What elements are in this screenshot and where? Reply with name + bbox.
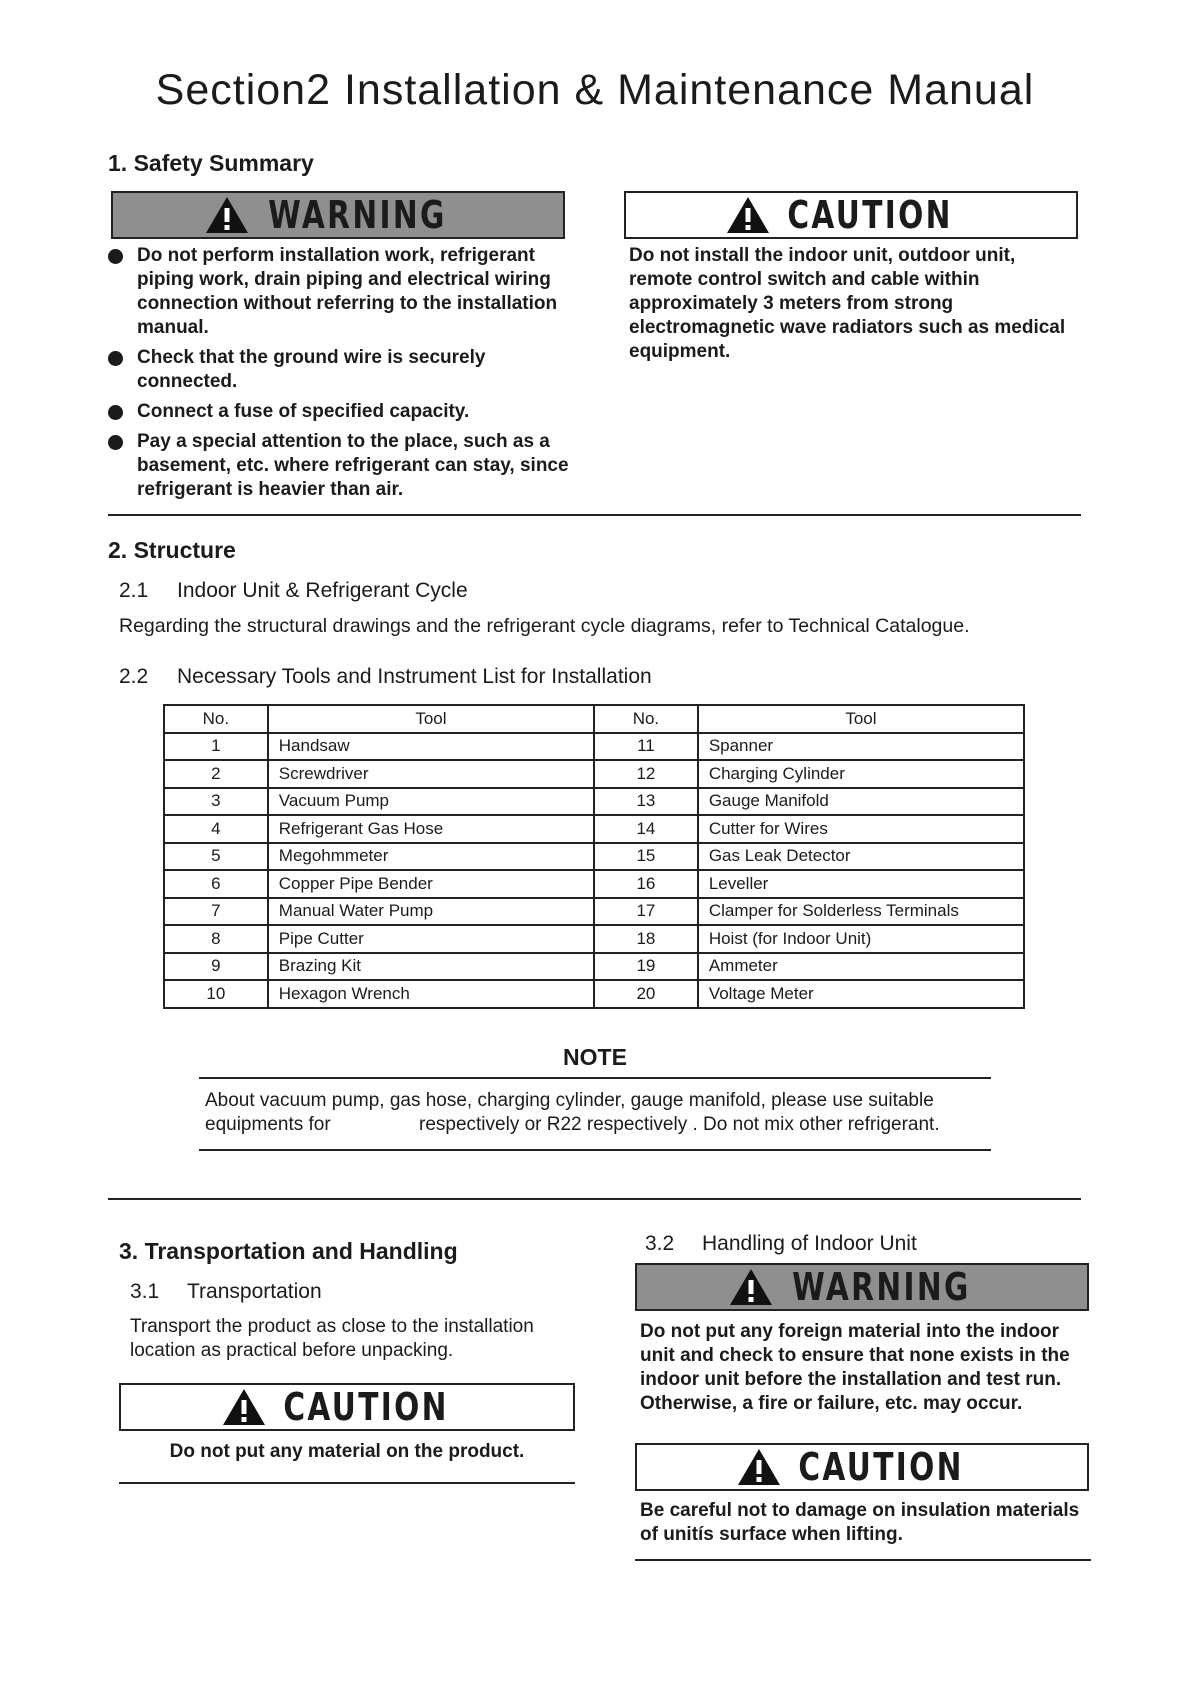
tool-number: 8	[164, 925, 268, 953]
tool-number: 1	[164, 733, 268, 761]
warning-banner	[635, 1263, 1089, 1311]
tool-number: 12	[594, 760, 698, 788]
bullet-icon	[108, 351, 123, 366]
tool-number: 6	[164, 870, 268, 898]
caution-banner	[119, 1383, 575, 1431]
tool-name: Leveller	[698, 870, 1024, 898]
warning-list	[108, 244, 573, 508]
tool-name: Charging Cylinder	[698, 760, 1024, 788]
tool-name: Brazing Kit	[268, 953, 594, 981]
caution-text: Be careful not to damage on insulation materials of unitís surface when lifting.	[640, 1500, 1080, 1545]
tool-number: 19	[594, 953, 698, 981]
tool-number: 7	[164, 898, 268, 926]
page-title: Section2 Installation & Maintenance Manual	[155, 66, 1035, 114]
column-header: No.	[594, 705, 698, 733]
subsection-title: Transportation	[187, 1280, 322, 1303]
note-top-rule	[199, 1077, 991, 1079]
subsection-title: Handling of Indoor Unit	[702, 1232, 917, 1255]
warning-item: Do not perform installation work, refrigerant piping work, drain piping and electrical wiring connection without referring to the installation manual.	[108, 244, 573, 340]
tool-number: 15	[594, 843, 698, 871]
tools-table	[163, 704, 1025, 1009]
tool-number: 16	[594, 870, 698, 898]
note-line: respectively or R22 respectively . Do not mix other refrigerant.	[419, 1114, 940, 1135]
warning-label: WARNING	[791, 1265, 971, 1309]
section-1-heading: 1. Safety Summary	[108, 150, 314, 176]
tool-number: 9	[164, 953, 268, 981]
tool-name: Gas Leak Detector	[698, 843, 1024, 871]
warning-triangle-icon	[205, 196, 249, 234]
caution-label: CAUTION	[798, 1445, 964, 1489]
bullet-icon	[108, 435, 123, 450]
tool-number: 17	[594, 898, 698, 926]
note-line: equipments for	[205, 1114, 331, 1135]
tool-name: Hoist (for Indoor Unit)	[698, 925, 1024, 953]
warning-item: Pay a special attention to the place, such as a basement, etc. where refrigerant can stay, since refrigerant is heavier than air.	[108, 430, 573, 502]
divider	[119, 1482, 575, 1484]
warning-triangle-icon	[729, 1268, 773, 1306]
tool-number: 11	[594, 733, 698, 761]
table-row	[164, 760, 1024, 788]
column-header: Tool	[268, 705, 594, 733]
section-2-heading: 2. Structure	[108, 537, 236, 563]
tool-number: 2	[164, 760, 268, 788]
caution-text: Do not put any material on the product.	[169, 1441, 525, 1462]
warning-text: Do not put any foreign material into the indoor unit and check to ensure that none exists in the indoor unit before the installation and test run. Otherwise, a fire or failure, etc. may occur.	[640, 1321, 1070, 1414]
subsection-title: Necessary Tools and Instrument List for Installation	[177, 665, 652, 688]
note-line: About vacuum pump, gas hose, charging cylinder, gauge manifold, please use suitable	[205, 1090, 934, 1111]
table-header-row	[164, 705, 1024, 733]
caution-label: CAUTION	[787, 193, 953, 237]
table-row	[164, 898, 1024, 926]
tool-name: Voltage Meter	[698, 980, 1024, 1008]
note-title: NOTE	[563, 1044, 627, 1070]
subsection-number: 3.1	[130, 1280, 160, 1303]
tool-number: 18	[594, 925, 698, 953]
table-row	[164, 733, 1024, 761]
divider	[108, 1198, 1081, 1200]
section-3-heading: 3. Transportation and Handling	[119, 1238, 458, 1264]
subsection-title: Indoor Unit & Refrigerant Cycle	[177, 579, 468, 602]
bullet-icon	[108, 405, 123, 420]
column-header: No.	[164, 705, 268, 733]
tool-name: Refrigerant Gas Hose	[268, 815, 594, 843]
tool-name: Ammeter	[698, 953, 1024, 981]
subsection-number: 2.2	[119, 665, 149, 688]
caution-label: CAUTION	[283, 1385, 449, 1429]
divider	[108, 514, 1081, 516]
tool-number: 13	[594, 788, 698, 816]
bullet-icon	[108, 249, 123, 264]
transport-text: Transport the product as close to the installation location as practical before unpacking.	[130, 1316, 534, 1361]
tool-name: Gauge Manifold	[698, 788, 1024, 816]
tool-number: 4	[164, 815, 268, 843]
table-row	[164, 870, 1024, 898]
caution-banner	[635, 1443, 1089, 1491]
tool-name: Spanner	[698, 733, 1024, 761]
subsection-number: 2.1	[119, 579, 149, 602]
warning-item: Check that the ground wire is securely connected.	[108, 346, 573, 394]
caution-triangle-icon	[726, 196, 770, 234]
structure-text: Regarding the structural drawings and the refrigerant cycle diagrams, refer to Technical Catalogue.	[119, 615, 970, 637]
caution-text: Do not install the indoor unit, outdoor unit, remote control switch and cable within approximately 3 meters from strong electromagnetic wave radiators such as medical equipment.	[629, 245, 1066, 362]
tool-name: Manual Water Pump	[268, 898, 594, 926]
tool-name: Vacuum Pump	[268, 788, 594, 816]
table-row	[164, 980, 1024, 1008]
caution-triangle-icon	[222, 1388, 266, 1426]
tool-number: 10	[164, 980, 268, 1008]
divider	[635, 1559, 1091, 1561]
tool-name: Cutter for Wires	[698, 815, 1024, 843]
note-bottom-rule	[199, 1149, 991, 1151]
table-row	[164, 843, 1024, 871]
table-row	[164, 925, 1024, 953]
tool-number: 5	[164, 843, 268, 871]
tool-number: 14	[594, 815, 698, 843]
table-row	[164, 953, 1024, 981]
tool-name: Copper Pipe Bender	[268, 870, 594, 898]
column-header: Tool	[698, 705, 1024, 733]
table-row	[164, 788, 1024, 816]
tool-number: 3	[164, 788, 268, 816]
caution-triangle-icon	[737, 1448, 781, 1486]
warning-label: WARNING	[267, 193, 447, 237]
caution-banner	[624, 191, 1078, 239]
tool-name: Screwdriver	[268, 760, 594, 788]
tool-name: Hexagon Wrench	[268, 980, 594, 1008]
tool-name: Megohmmeter	[268, 843, 594, 871]
subsection-number: 3.2	[645, 1232, 675, 1255]
warning-banner	[111, 191, 565, 239]
tool-name: Handsaw	[268, 733, 594, 761]
warning-item: Connect a fuse of specified capacity.	[108, 400, 573, 424]
tool-name: Clamper for Solderless Terminals	[698, 898, 1024, 926]
table-row	[164, 815, 1024, 843]
tool-name: Pipe Cutter	[268, 925, 594, 953]
tool-number: 20	[594, 980, 698, 1008]
